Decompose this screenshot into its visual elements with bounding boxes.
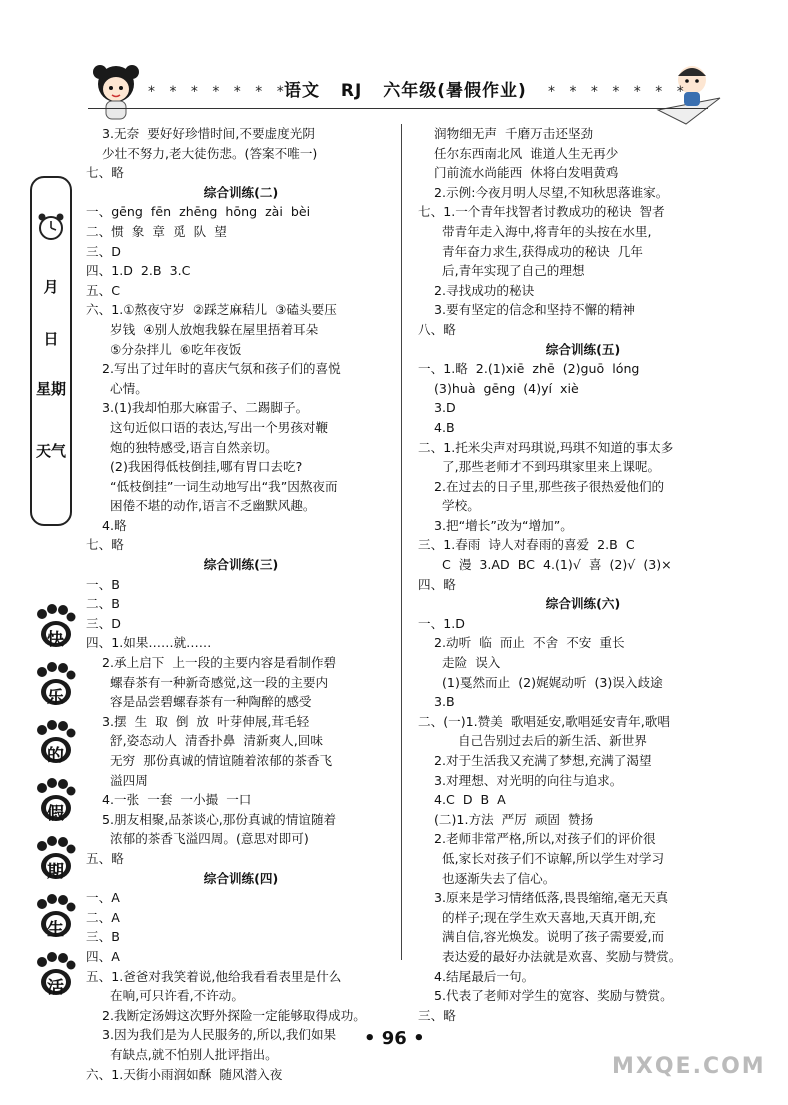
answer-line: 后,青年实现了自己的理想 [418, 263, 585, 279]
answer-line: 走险 误入 [418, 655, 501, 671]
answer-line: 无穷 那份真诚的情谊随着浓郁的茶香飞 [86, 753, 333, 768]
answer-line: 二、A [86, 909, 120, 925]
answer-line: 任尔东西南北风 谁道人生无再少 [418, 145, 619, 161]
answer-line: 2.在过去的日子里,那些孩子很热爱他们的 [418, 478, 665, 494]
answer-line: 2.承上启下 上一段的主要内容是看制作碧 [86, 655, 337, 671]
paw-print-icon [34, 662, 78, 708]
answer-line: 自己告别过去后的新生活、新世界 [418, 733, 647, 749]
answer-line: 舒,姿态动人 清香扑鼻 清新爽人,回味 [86, 733, 323, 749]
section-heading: 综合训练(六) [545, 596, 621, 612]
answer-line: 2.动听 临 而止 不舍 不安 重长 [418, 635, 625, 651]
answer-line: 三、1.春雨 诗人对春雨的喜爱 2.B C [418, 537, 635, 553]
left-answer-column [86, 124, 396, 1084]
answer-line: 浓郁的茶香飞溢四周。(意思对即可) [86, 831, 309, 847]
answer-line: 3.把“增长”改为“增加”。 [418, 517, 573, 533]
alarm-clock-icon [36, 212, 66, 242]
answer-line: 四、1.D 2.B 3.C [86, 263, 191, 279]
answer-line: 3.原来是学习情绪低落,畏畏缩缩,毫无天真 [418, 890, 669, 906]
stars-left: * * * * * * * [148, 84, 289, 100]
answer-line: 也逐渐失去了信心。 [418, 870, 556, 886]
answer-line: 一、gēng fēn zhēng hōng zài bèi [86, 204, 311, 220]
answer-line: 5.朋友相聚,品茶谈心,那份真诚的情谊随着 [86, 811, 337, 827]
subject-label: 语文 [284, 81, 320, 101]
paw-char: 生 [47, 920, 64, 940]
answer-line: 的样子;现在学生欢天喜地,天真开朗,充 [418, 909, 656, 925]
answer-line: 二、B [86, 596, 120, 612]
girl-cartoon-icon [88, 62, 144, 124]
paw-char: 期 [47, 862, 64, 882]
column-divider [401, 124, 402, 960]
answer-line: (3)huà gēng (4)yí xiè [418, 380, 579, 396]
answer-line: 六、1.①熬夜守岁 ②踩芝麻秸儿 ③磕头要压 [86, 302, 337, 318]
weather-label: 天气 [35, 442, 66, 460]
answer-line: “低枝倒挂”一词生动地写出“我”因熬夜而 [86, 478, 338, 494]
edition-label: RJ [340, 81, 363, 101]
answer-line: 门前流水尚能西 休将白发唱黄鸡 [418, 165, 619, 181]
answer-line: 七、略 [86, 165, 124, 181]
answer-line: 困倦不堪的动作,语言不乏幽默风趣。 [86, 498, 316, 514]
answer-line: 3.对理想、对光明的向往与追求。 [418, 772, 623, 788]
answer-line: 三、略 [418, 1007, 456, 1023]
answer-line: 满自信,容光焕发。说明了孩子需要爱,而 [418, 929, 665, 945]
answer-line: 八、略 [418, 321, 456, 337]
right-answer-column [418, 124, 748, 1025]
paw-char: 快 [47, 630, 64, 650]
header-rule [88, 108, 708, 109]
answer-line: 一、A [86, 890, 120, 906]
answer-line: 螺春茶有一种新奇感觉,这一段的主要内 [86, 674, 329, 690]
site-watermark: MXQE.COM [612, 1054, 766, 1079]
answer-line: 3.摆 生 取 倒 放 叶芽伸展,茸毛轻 [86, 713, 310, 729]
paw-print-icon [34, 836, 78, 882]
answer-line: 了,那些老师才不到玛琪家里来上课呢。 [418, 459, 661, 475]
answer-line: 2.寻找成功的秘诀 [418, 282, 535, 298]
answer-line: 这句近似口语的表达,写出一个男孩对鞭 [86, 419, 329, 435]
page-title [284, 76, 541, 101]
answer-line: 一、B [86, 576, 120, 592]
answer-line: 3.因为我们是为人民服务的,所以,我们如果 [86, 1027, 337, 1043]
answer-line: 溢四周 [86, 772, 148, 788]
answer-line: 3.D [418, 400, 456, 416]
answer-line: 低,家长对孩子们不谅解,所以学生对学习 [418, 850, 665, 866]
answer-line: 六、1.天街小雨润如酥 随风潜入夜 [86, 1066, 283, 1082]
answer-line: 三、D [86, 615, 121, 631]
answer-line: 4.结尾最后一句。 [418, 968, 535, 984]
answer-line: 3.要有坚定的信念和坚持不懈的精神 [418, 302, 635, 318]
answer-line: 3.(1)我却怕那大麻雷子、二踢脚子。 [86, 400, 309, 416]
answer-line: 4.C D B A [418, 792, 506, 808]
paw-char: 乐 [47, 688, 64, 708]
answer-line: 2.对于生活我又充满了梦想,充满了渴望 [418, 753, 652, 768]
answer-line: 带青年走入海中,将青年的头按在水里, [418, 223, 652, 239]
answer-line: 容是品尝碧螺春茶有一种陶醉的感受 [86, 694, 312, 710]
answer-line: (1)戛然而止 (2)娓娓动听 (3)误入歧途 [418, 674, 663, 690]
answer-line: 二、惯 象 章 觅 队 望 [86, 223, 227, 239]
answer-line: 2.写出了过年时的喜庆气氛和孩子们的喜悦 [86, 361, 341, 377]
answer-line: 青年奋力求生,获得成功的秘诀 几年 [418, 243, 643, 259]
answer-line: 2.我断定汤姆这次野外探险一定能够取得成功。 [86, 1007, 366, 1023]
paw-print-icon [34, 952, 78, 998]
section-heading: 综合训练(五) [545, 341, 621, 357]
grade-label: 六年级(暑假作业) [383, 81, 527, 101]
answer-line: 有缺点,就不怕别人批评指出。 [86, 1046, 278, 1062]
answer-line: 三、B [86, 929, 120, 945]
answer-line: 岁钱 ④别人放炮我躲在屋里捂着耳朵 [86, 321, 319, 337]
answer-line: 四、略 [418, 576, 456, 592]
answer-line: 润物细无声 千磨万击还坚劲 [418, 126, 594, 141]
answer-line: 心情。 [86, 380, 148, 396]
answer-line: 2.老师非常严格,所以,对孩子们的评价很 [418, 831, 656, 847]
paw-char: 的 [47, 746, 64, 766]
weekday-label: 星期 [35, 380, 66, 398]
answer-line: 三、D [86, 243, 121, 259]
answer-line: 4.B [418, 419, 455, 435]
answer-line: C 漫 3.AD BC 4.(1)√ 喜 (2)√ (3)× [418, 557, 672, 573]
month-label: 月 [43, 278, 59, 296]
answer-line: 四、1.如果……就…… [86, 635, 212, 651]
answer-line: (2)我困得低枝倒挂,哪有胃口去吃? [86, 459, 303, 475]
paw-char: 活 [47, 978, 64, 998]
paw-print-icon [34, 604, 78, 650]
answer-line: 5.代表了老师对学生的宽容、奖励与赞赏。 [418, 988, 673, 1004]
answer-line: 3.无奈 要好好珍惜时间,不要虚度光阴 [86, 126, 315, 141]
stars-right: * * * * * * * [548, 84, 689, 100]
answer-line: 五、C [86, 282, 120, 298]
section-heading: 综合训练(二) [203, 184, 279, 200]
paw-print-icon [34, 894, 78, 940]
page-number: • 96 • [364, 1028, 425, 1049]
answer-line: (二)1.方法 严厉 顽固 赞扬 [418, 811, 594, 827]
answer-line: 2.示例:今夜月明人尽望,不知秋思落谁家。 [418, 184, 669, 200]
answer-line: 二、(一)1.赞美 歌唱延安,歌唱延安青年,歌唱 [418, 713, 670, 729]
section-heading: 综合训练(三) [203, 557, 279, 573]
answer-line: 一、1.略 2.(1)xiē zhē (2)guō lóng [418, 361, 640, 377]
answer-line: 四、A [86, 948, 120, 964]
section-heading: 综合训练(四) [203, 870, 279, 886]
paw-print-icon [34, 720, 78, 766]
answer-line: 学校。 [418, 498, 480, 514]
answer-line: 4.一张 一套 一小撮 一口 [86, 792, 252, 808]
answer-line: 在响,可只许看,不许动。 [86, 988, 244, 1004]
answer-line: 一、1.D [418, 615, 465, 631]
paw-char: 假 [47, 804, 64, 824]
answer-line: 表达爱的最好办法就是欢喜、奖励与赞赏。 [418, 948, 682, 964]
answer-line: 七、略 [86, 537, 124, 553]
day-label: 日 [43, 330, 59, 348]
answer-line: 七、1.一个青年找智者讨教成功的秘诀 智者 [418, 204, 665, 220]
answer-line: 炮的独特感受,语言自然亲切。 [86, 439, 278, 455]
answer-line: 五、略 [86, 850, 124, 866]
answer-line: 二、1.托米尖声对玛琪说,玛琪不知道的事太多 [418, 439, 674, 455]
date-weather-box [30, 176, 72, 526]
paw-print-icon [34, 778, 78, 824]
answer-line: 少壮不努力,老大徒伤悲。(答案不唯一) [86, 145, 318, 161]
answer-line: 4.略 [86, 517, 127, 533]
answer-line: 3.B [418, 694, 455, 710]
answer-line: 五、1.爸爸对我笑着说,他给我看看表里是什么 [86, 968, 342, 984]
answer-line: ⑤分杂拌儿 ⑥吃年夜饭 [86, 341, 242, 357]
